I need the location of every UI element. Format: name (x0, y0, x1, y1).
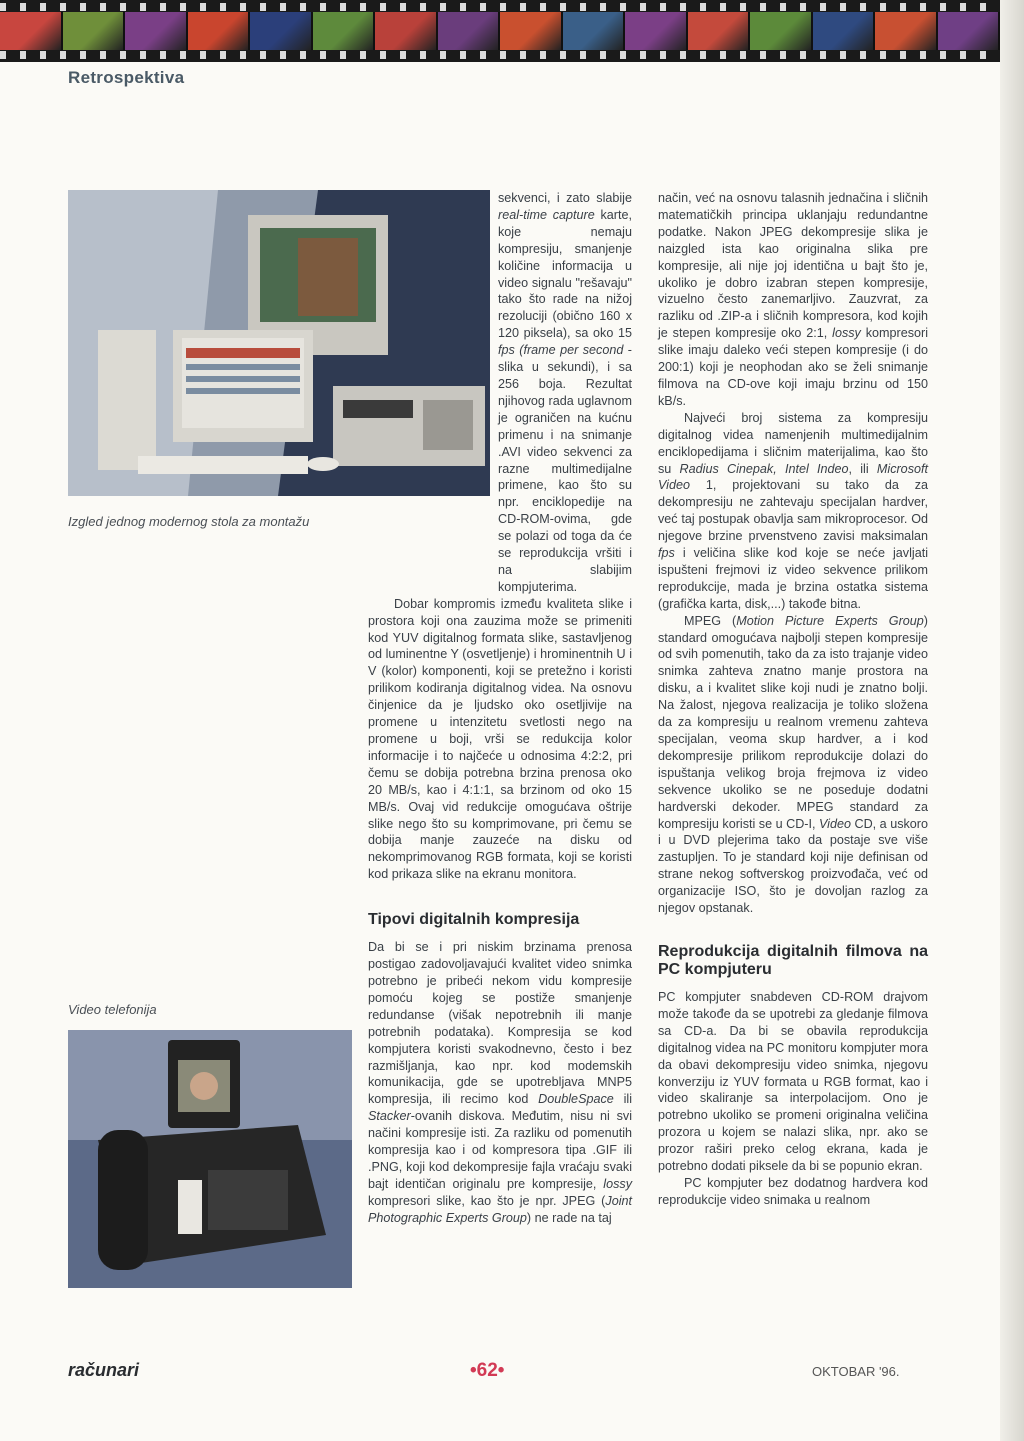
issue-date: OKTOBAR '96. (812, 1364, 900, 1379)
emphasis-text: Radius Cinepak, Intel Indeo (679, 461, 849, 476)
film-frame (438, 12, 501, 50)
text-run: - slika u sekundi), i sa 256 boja. Rezultat njihovog rada uglavnom je ograničen na kućnu primenu i na snimanje .AVI video sekvenci za razne multimedijalne primene, kao što su npr. enciklopedije na CD-ROM-ovima, gde se polazi od toga da će se reprodukcija vršiti i na slabijim kompjuterima. (498, 343, 632, 594)
emphasis-text: fps (658, 546, 675, 561)
filmstrip-banner (0, 0, 1000, 62)
film-frame (375, 12, 438, 50)
film-frame (250, 12, 313, 50)
article-paragraph (368, 939, 632, 1226)
emphasis-text: Motion Picture Experts Group (736, 613, 924, 628)
emphasis-text: DoubleSpace (538, 1092, 614, 1107)
text-run: Najveći broj sistema za kompresiju digitalnog videa namenjenih multimedijalnim enciklopedijama i sličnim materijalima, kao što su (658, 410, 928, 476)
article-paragraph (658, 190, 928, 410)
text-run: Da bi se i pri niskim brzinama prenosa postigao zadovoljavajući kvalitet video snimka potrebno je pribeći nekom vidu kompresije pomoću kojeg se postiže smanjenje redundanse (višak nepotrebnih ili manje potrebnih podataka). Kompresija se kod kompjutera koristi svakodnevno, često i bez razmišljanja, kao npr. kod modemskih komunikacija, gde se upotrebljava MNP5 kompresija, ili recimo kod (368, 940, 632, 1107)
article-paragraph: Dobar kompromis između kvaliteta slike i prostora koji ona zauzima može se primeniti kod YUV digitalnog formata slike, sastavljenog od luminentne Y (osvetljenje) i hrominentnih U i V (kolor) komponenti, koji se pretežno i koristi prilikom kodiranja digitalnog videa. Na osnovu činjenice da je ljudsko oko osetljivije na promene u intenzitetu svetlosti nego na promene u boji, vrši se redukcija kolor informacije i to najčeće u odnosima 4:2:2, pri čemu se dobija potrebna brzina prenosa oko 20 MB/s, kao i 4:1:1, sa brzinom od oko 15 MB/s. Ovaj vid redukcije omogućava oštrije slike nego što su komprimovane, pri čemu se dobija manje zauzeće na disku od nekomprimovanog RGB formata, koji se koristi kod prikaza slike na ekranu monitora. (368, 596, 632, 882)
text-run: CD, a uskoro i u DVD plejerima tako da postaje sve više zastupljen. To je standard koji nije definisan od strane nekog softverskog proizvođača, već od organizacije ISO, što je dovoljan razlog za njegov opstanak. (658, 816, 928, 916)
text-run: i veličina slike kod koje se neće javljati ispušteni frejmovi iz video sekvence prilikom reprodukcije, mada je brzina ostatka sistema (grafička karta, disk,...) takođe bitna. (658, 546, 928, 611)
film-frame (938, 12, 1001, 50)
film-frame (313, 12, 376, 50)
article-column-middle (368, 190, 632, 1227)
emphasis-text: real-time capture (498, 207, 595, 222)
article-paragraph (658, 410, 928, 613)
text-run: karte, koje nemaju kompresiju, smanjenje količine informacija u video signalu "rešavaju" tako što rade na nižoj rezoluciji (obično 160 x 120 piksela), sa oko 15 (498, 207, 632, 341)
film-frame (688, 12, 751, 50)
text-run: ) standard omogućava najbolji stepen kompresije od svih pomenutih, tako da za isto trajanje video snimka zahteva znatno manje prostora na disku, a i kvalitet slike koji nudi je znatno bolji. Na žalost, njegova realizacija je toliko složena da za kompresiju u realnom vremenu zahteva specijalan, veoma skup hardver, a i kod dekompresije prilikom reprodukcije dolazi do ispuštanja velikog broja frejmova iz video sekvence ukoliko se ne poseduje dodatni hardverski dekoder. MPEG standard za kompresiju koristi se u CD-I, (658, 613, 928, 831)
film-perforations-bottom (0, 51, 1000, 59)
text-run: , ili (848, 461, 877, 476)
film-frame (750, 12, 813, 50)
text-run: kompresori slike, kao što je npr. JPEG ( (368, 1193, 606, 1208)
figure-2-caption: Video telefonija (68, 1002, 157, 1017)
film-frame (625, 12, 688, 50)
article-paragraph: PC kompjuter snabdeven CD-ROM drajvom može takođe da se upotrebi za gledanje filmova sa CD-a. Da bi se obavila reprodukcija digitalnog videa na PC monitoru kompjuter mora da obavi dekompresiju video snimka, njegovu konverziju iz YUV formata u RGB format, kao i video skaliranje sa interpolacijom. Ono je potrebno ukoliko se promeni originalna veličina prozora u kojem se nalazi slika, npr. ako se prozor raširi preko celog ekrana, kada je potrebno dodati piksele da bi se popunio ekran. (658, 989, 928, 1174)
emphasis-text: Microsoft Video (658, 461, 928, 493)
film-frame (188, 12, 251, 50)
figure-1-caption: Izgled jednog modernog stola za montažu (68, 514, 310, 529)
film-frame (813, 12, 876, 50)
video-phone-photo (68, 1030, 352, 1288)
magazine-brand: računari (68, 1360, 140, 1380)
section-title: Retrospektiva (68, 68, 185, 87)
film-frame (63, 12, 126, 50)
film-frame (500, 12, 563, 50)
emphasis-text: lossy (603, 1176, 632, 1191)
text-run: ili (613, 1092, 632, 1107)
film-frame (875, 12, 938, 50)
section-heading: Tipovi digitalnih kompresija (368, 911, 580, 929)
emphasis-text: fps (frame per second (498, 343, 624, 358)
emphasis-text: Stacker (368, 1109, 411, 1124)
text-run: način, već na osnovu talasnih jednačina i sličnih matematičkih principa uklanjaju redundantne podatke. Nakon JPEG dekompresije slika je naizgled ista kao originalna slika pre kompresije, ali nije joj identična u bajt što je, ukoliko je dobro izabran stepen kompresije, vizuelno često zanemarljivo. Zauzvrat, za razliku od .ZIP-a i sličnih kompresora, kod kojih je stepen kompresije oko 2:1, (658, 191, 928, 341)
film-perforations-top (0, 3, 1000, 11)
emphasis-text: lossy (832, 326, 861, 341)
article-paragraph: PC kompjuter bez dodatnog hardvera kod reprodukcije video snimaka u realnom (658, 1175, 928, 1207)
section-heading: Reprodukcija digitalnih filmova na PC kompjuteru (658, 942, 928, 978)
text-run: ) ne rade na taj (526, 1210, 612, 1225)
article-column-right (658, 190, 928, 1209)
video-phone-illustration (68, 1030, 352, 1288)
film-frame (563, 12, 626, 50)
text-run: sekvenci, i zato slabije (498, 191, 632, 205)
film-frame (125, 12, 188, 50)
page-number: •62• (470, 1360, 505, 1381)
text-run: kompresori slike imaju daleko veći stepen kompresije (i do 200:1) koji je neophodan ako se želi snimanje filmova na CD-ove koji imaju brzinu od 150 kB/s. (658, 326, 928, 408)
figure-1-text-wrap (368, 190, 498, 592)
article-paragraph (658, 613, 928, 917)
emphasis-text: Joint Photographic Experts Group (368, 1193, 632, 1225)
text-run: -ovanih diskova. Međutim, nisu ni svi načini kompresije isti. Za razliku od pomenutih kompresija kao i od kompresora tipa .GIF ili .PNG, koji kod dekompresije fajla vraćaju svaki bajt identičan originalu pre kompresije, (368, 1109, 632, 1191)
text-run: MPEG ( (684, 613, 737, 628)
emphasis-text: Video (819, 816, 851, 831)
page-edge (1000, 0, 1024, 1441)
text-run: 1, projektovani su tako da za dekompresiju ne zahtevaju specijalan hardver, već taj postupak obavlja sam mikroprocesor. Od njegove brzine prvenstveno zavisi maksimalan (658, 478, 928, 544)
film-frames (0, 12, 1000, 50)
film-frame (0, 12, 63, 50)
